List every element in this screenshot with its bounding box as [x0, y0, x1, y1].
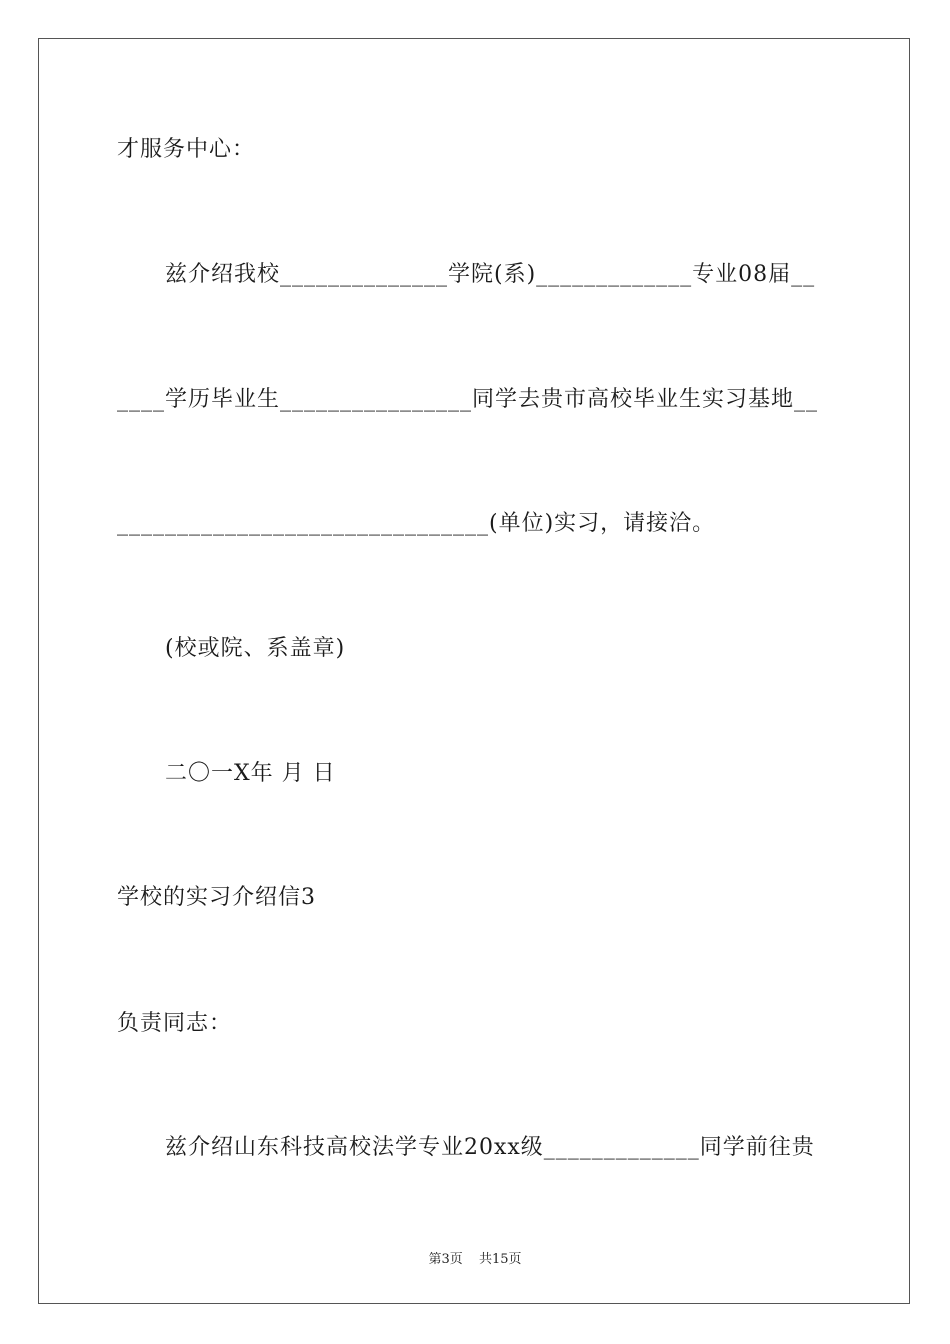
- text-line-introduction: 兹介绍山东科技高校法学专业20xx级_____________同学前往贵: [165, 1135, 815, 1160]
- page-number: 第3页: [428, 1252, 463, 1267]
- page-total: 共15页: [478, 1252, 522, 1267]
- text-line-intro: 兹介绍我校______________学院(系)_____________专业08届__: [165, 262, 816, 287]
- page-frame: [38, 38, 910, 1304]
- text-line-student: ____学历毕业生________________同学去贵市高校毕业生实习基地__: [117, 387, 819, 412]
- text-line-recipient: 才服务中心：: [117, 137, 256, 162]
- text-line-date: 二〇一X年 月 日: [165, 761, 336, 786]
- text-line-seal: (校或院、系盖章): [165, 636, 346, 661]
- section-heading: 学校的实习介绍信3: [117, 885, 316, 910]
- text-line-unit: _______________________________(单位)实习，请接洽。: [117, 511, 716, 536]
- page-footer: [0, 1248, 950, 1267]
- text-line-salutation: 负责同志：: [117, 1011, 233, 1036]
